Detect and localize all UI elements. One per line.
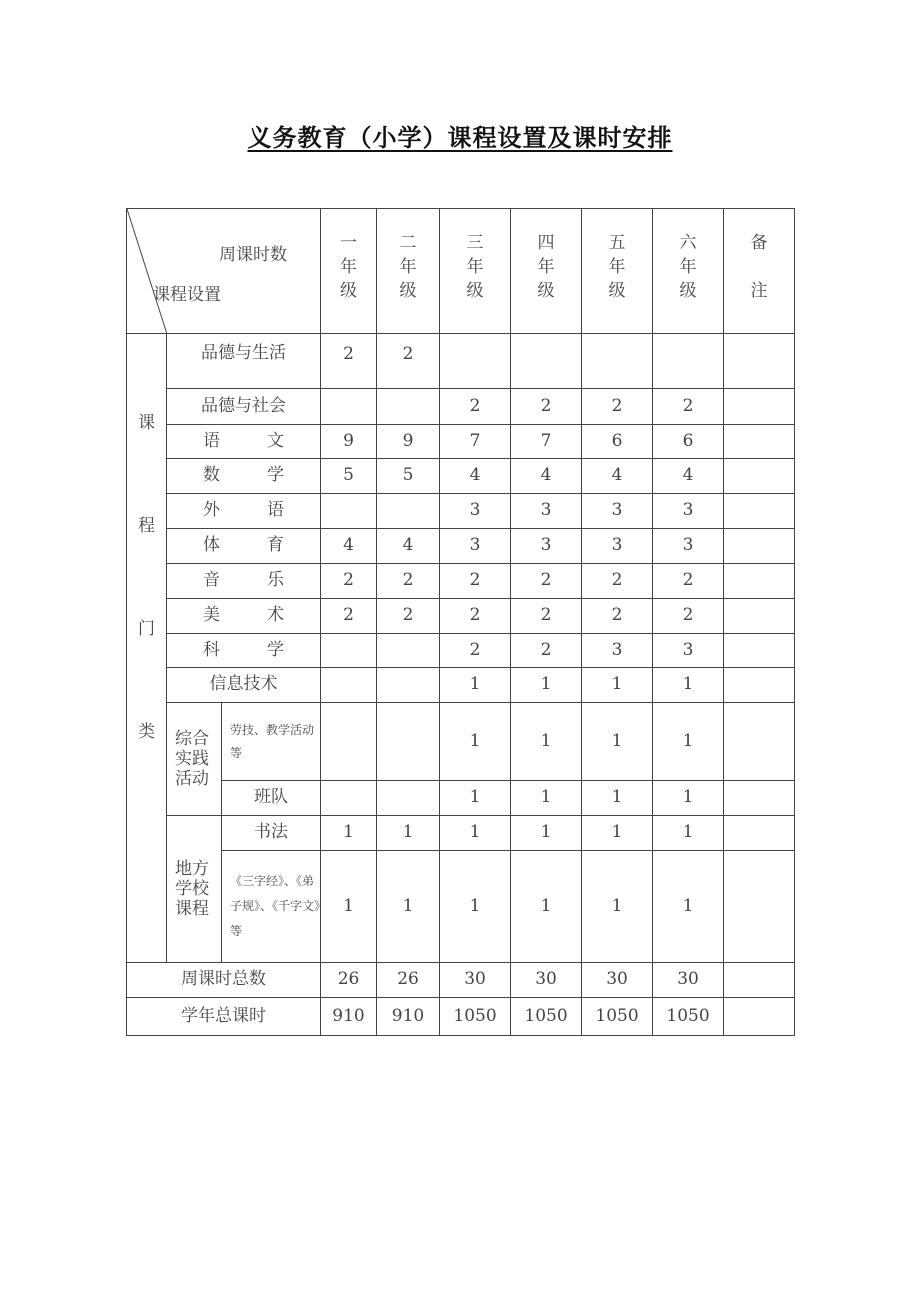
hours-cell: 2 <box>377 564 440 599</box>
table-row <box>127 389 795 425</box>
hours-cell <box>377 634 440 668</box>
remark-cell <box>724 389 795 425</box>
page-title: 义务教育（小学）课程设置及课时安排 <box>247 124 673 152</box>
subject-cell: 班队 <box>222 781 321 816</box>
hours-cell: 1050 <box>653 998 724 1036</box>
hours-cell: 2 <box>653 564 724 599</box>
hours-cell: 9 <box>321 425 377 459</box>
remark-cell <box>724 998 795 1036</box>
table-row <box>127 529 795 564</box>
hours-cell: 3 <box>582 634 653 668</box>
remark-cell <box>724 781 795 816</box>
practice-group-label: 综合 实践 活动 <box>167 703 222 816</box>
hours-cell <box>440 334 511 389</box>
hours-cell <box>321 389 377 425</box>
hours-cell: 1 <box>653 668 724 703</box>
hours-cell: 1 <box>511 816 582 851</box>
hours-cell: 1 <box>582 668 653 703</box>
hours-cell: 30 <box>582 963 653 998</box>
hours-cell: 1 <box>377 816 440 851</box>
hours-cell: 1 <box>582 703 653 781</box>
hours-cell: 1050 <box>582 998 653 1036</box>
hours-cell: 1 <box>440 851 511 963</box>
hours-cell: 2 <box>440 389 511 425</box>
hours-cell: 3 <box>511 494 582 529</box>
table-row <box>127 851 795 963</box>
hours-cell: 2 <box>511 389 582 425</box>
subject-cell: 外 语 <box>167 494 321 529</box>
table-row <box>127 494 795 529</box>
local-group-label: 地方 学校 课程 <box>167 816 222 963</box>
hours-cell <box>377 389 440 425</box>
grade-header: 三 年 级 <box>440 209 511 334</box>
hours-cell: 9 <box>377 425 440 459</box>
hours-cell: 1 <box>653 781 724 816</box>
hours-cell: 1 <box>511 781 582 816</box>
subject-cell: 数 学 <box>167 459 321 494</box>
hours-cell: 7 <box>440 425 511 459</box>
hours-cell: 2 <box>440 599 511 634</box>
remark-cell <box>724 425 795 459</box>
subject-cell: 品德与社会 <box>167 389 321 425</box>
hours-cell: 3 <box>653 529 724 564</box>
hours-cell: 2 <box>377 599 440 634</box>
hours-cell: 1 <box>440 703 511 781</box>
hours-cell: 30 <box>440 963 511 998</box>
hours-cell: 26 <box>321 963 377 998</box>
hours-cell: 910 <box>321 998 377 1036</box>
hours-cell: 1 <box>440 816 511 851</box>
hours-cell: 3 <box>582 494 653 529</box>
table-row <box>127 634 795 668</box>
hours-cell: 1 <box>440 668 511 703</box>
total-label: 周课时总数 <box>127 963 321 998</box>
subject-cell: 音 乐 <box>167 564 321 599</box>
hours-cell: 1 <box>321 816 377 851</box>
remark-cell <box>724 494 795 529</box>
hours-cell: 1 <box>321 851 377 963</box>
subject-cell: 《三字经》、《弟子规》、《千字文》等 <box>222 851 321 963</box>
hours-cell: 2 <box>511 564 582 599</box>
table-row <box>127 668 795 703</box>
remark-cell <box>724 851 795 963</box>
hours-cell: 2 <box>653 599 724 634</box>
hours-cell: 5 <box>321 459 377 494</box>
grade-header: 五 年 级 <box>582 209 653 334</box>
hours-cell: 1 <box>653 703 724 781</box>
hours-cell <box>377 668 440 703</box>
hours-cell: 910 <box>377 998 440 1036</box>
hours-cell: 2 <box>321 334 377 389</box>
corner-bottom-label: 课程设置 <box>153 285 221 305</box>
hours-cell: 5 <box>377 459 440 494</box>
table-row <box>127 334 795 389</box>
hours-cell: 1 <box>582 781 653 816</box>
table-row <box>127 703 795 781</box>
hours-cell: 3 <box>653 494 724 529</box>
remark-cell <box>724 334 795 389</box>
remark-cell <box>724 529 795 564</box>
table-row <box>127 599 795 634</box>
hours-cell <box>321 634 377 668</box>
total-label: 学年总课时 <box>127 998 321 1036</box>
hours-cell: 1 <box>653 816 724 851</box>
table-row <box>127 564 795 599</box>
subject-cell: 品德与生活 <box>167 334 321 389</box>
hours-cell <box>321 781 377 816</box>
subject-cell: 美 术 <box>167 599 321 634</box>
hours-cell: 1 <box>511 668 582 703</box>
remark-cell <box>724 668 795 703</box>
hours-cell: 2 <box>440 634 511 668</box>
grade-header: 二 年 级 <box>377 209 440 334</box>
subject-cell: 语 文 <box>167 425 321 459</box>
header-row <box>127 209 795 334</box>
hours-cell: 4 <box>511 459 582 494</box>
hours-cell: 1050 <box>440 998 511 1036</box>
remark-cell <box>724 459 795 494</box>
hours-cell: 1 <box>511 703 582 781</box>
hours-cell: 30 <box>511 963 582 998</box>
category-label: 课 程 门 类 <box>127 334 167 963</box>
grade-header: 四 年 级 <box>511 209 582 334</box>
hours-cell: 2 <box>321 564 377 599</box>
curriculum-table <box>126 208 795 1036</box>
total-row <box>127 963 795 998</box>
grade-header: 六 年 级 <box>653 209 724 334</box>
hours-cell: 3 <box>511 529 582 564</box>
subject-cell: 科 学 <box>167 634 321 668</box>
hours-cell: 2 <box>653 389 724 425</box>
grade-header: 一 年 级 <box>321 209 377 334</box>
hours-cell: 26 <box>377 963 440 998</box>
hours-cell <box>321 494 377 529</box>
remark-header: 备 注 <box>724 209 795 334</box>
hours-cell: 2 <box>582 564 653 599</box>
remark-cell <box>724 599 795 634</box>
hours-cell: 3 <box>653 634 724 668</box>
hours-cell: 4 <box>582 459 653 494</box>
hours-cell: 1 <box>377 851 440 963</box>
hours-cell <box>653 334 724 389</box>
hours-cell <box>511 334 582 389</box>
hours-cell: 3 <box>440 529 511 564</box>
hours-cell: 1 <box>440 781 511 816</box>
hours-cell: 7 <box>511 425 582 459</box>
hours-cell <box>582 334 653 389</box>
corner-top-label: 周课时数 <box>219 245 287 265</box>
subject-cell: 信息技术 <box>167 668 321 703</box>
remark-cell <box>724 703 795 781</box>
subject-cell: 书法 <box>222 816 321 851</box>
hours-cell: 1050 <box>511 998 582 1036</box>
subject-cell: 体 育 <box>167 529 321 564</box>
hours-cell: 1 <box>653 851 724 963</box>
hours-cell <box>377 703 440 781</box>
hours-cell: 4 <box>377 529 440 564</box>
hours-cell: 1 <box>582 816 653 851</box>
hours-cell: 2 <box>321 599 377 634</box>
hours-cell: 3 <box>440 494 511 529</box>
hours-cell: 6 <box>582 425 653 459</box>
hours-cell: 4 <box>321 529 377 564</box>
hours-cell: 2 <box>511 599 582 634</box>
remark-cell <box>724 634 795 668</box>
table-row <box>127 425 795 459</box>
hours-cell: 2 <box>511 634 582 668</box>
hours-cell <box>321 668 377 703</box>
hours-cell: 1 <box>511 851 582 963</box>
table-row <box>127 816 795 851</box>
remark-cell <box>724 963 795 998</box>
corner-cell <box>127 209 321 334</box>
hours-cell: 1 <box>582 851 653 963</box>
table-row <box>127 459 795 494</box>
remark-cell <box>724 564 795 599</box>
hours-cell: 2 <box>582 389 653 425</box>
hours-cell: 6 <box>653 425 724 459</box>
hours-cell <box>377 781 440 816</box>
hours-cell: 4 <box>440 459 511 494</box>
hours-cell <box>321 703 377 781</box>
hours-cell: 2 <box>582 599 653 634</box>
hours-cell <box>377 494 440 529</box>
table-row <box>127 781 795 816</box>
hours-cell: 30 <box>653 963 724 998</box>
hours-cell: 3 <box>582 529 653 564</box>
remark-cell <box>724 816 795 851</box>
hours-cell: 2 <box>377 334 440 389</box>
hours-cell: 4 <box>653 459 724 494</box>
total-row <box>127 998 795 1036</box>
subject-cell: 劳技、教学活动等 <box>222 703 321 781</box>
hours-cell: 2 <box>440 564 511 599</box>
